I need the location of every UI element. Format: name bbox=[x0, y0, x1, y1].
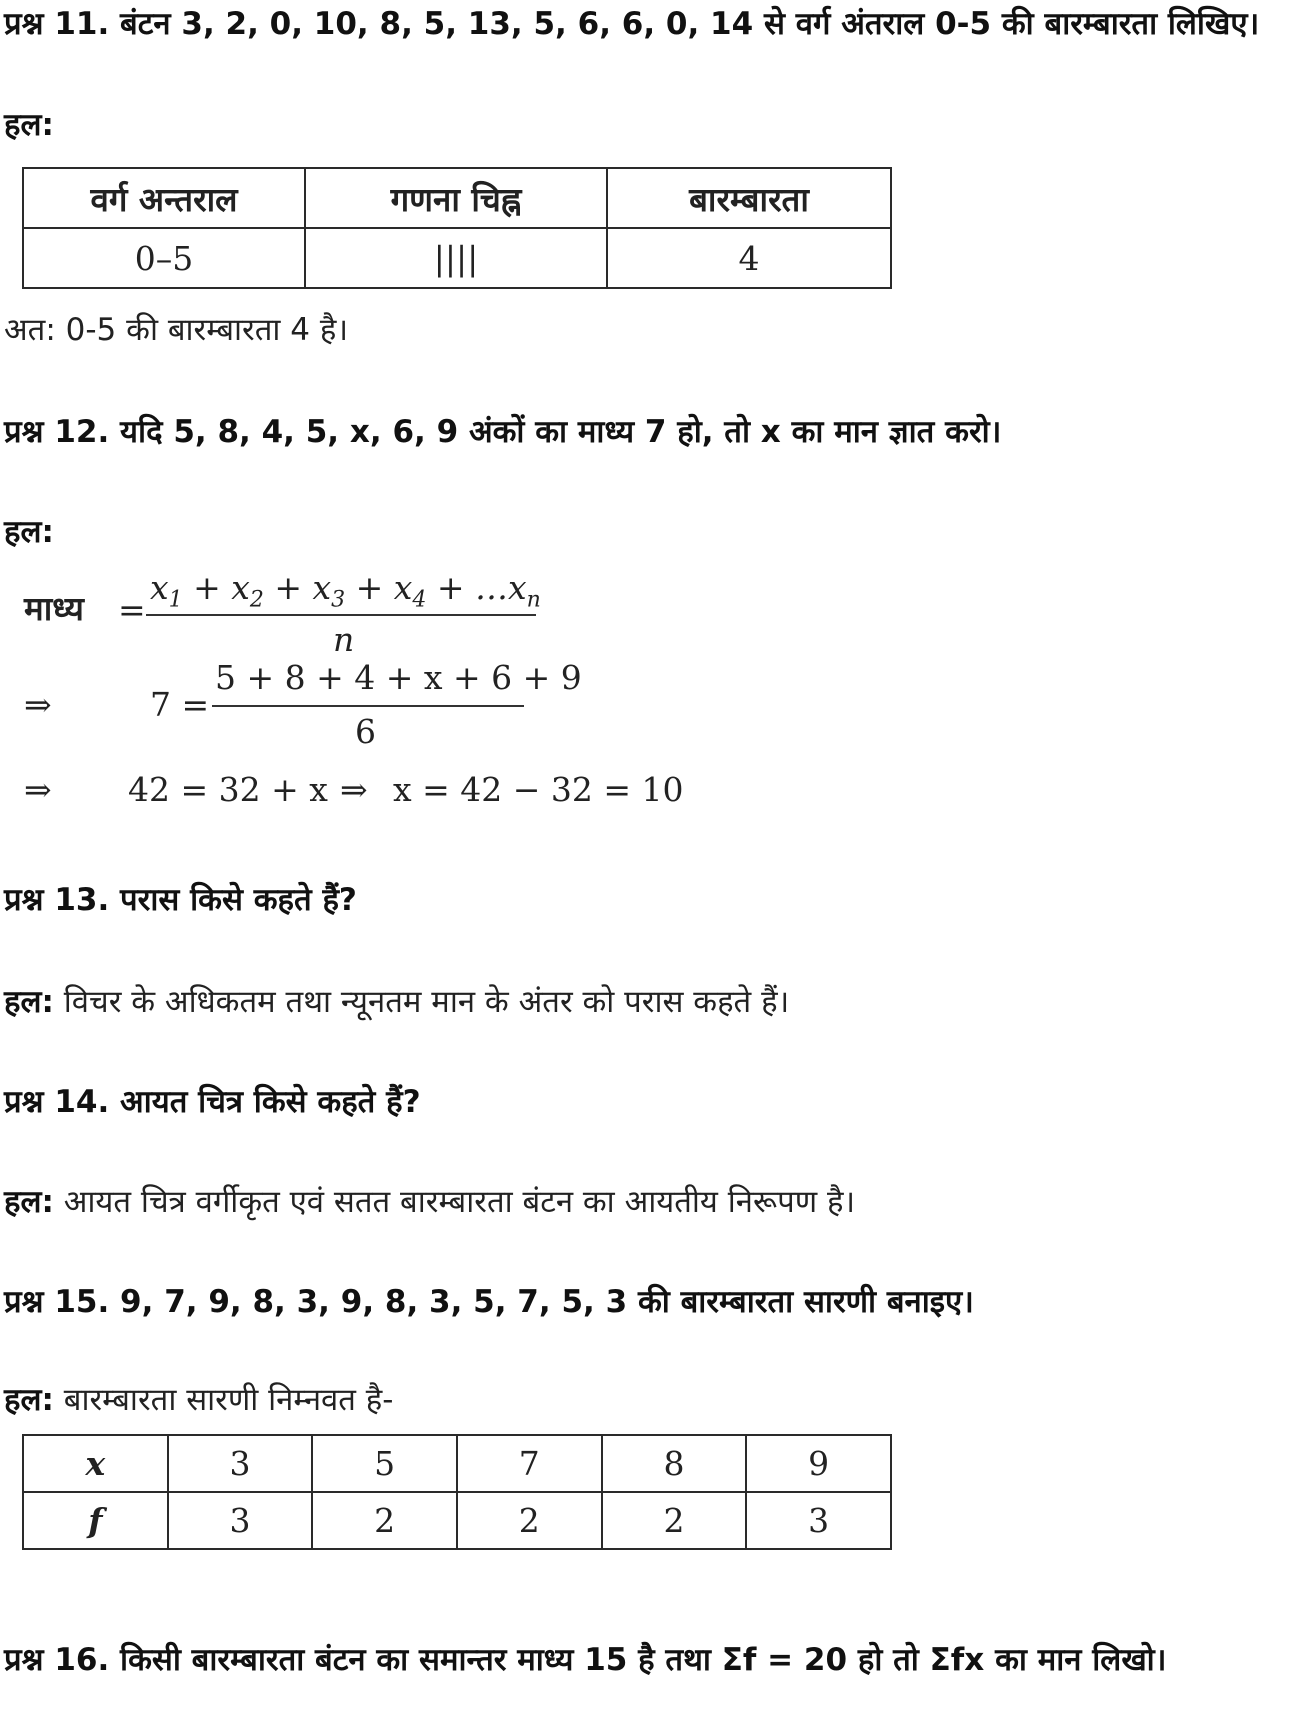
implies-arrow: ⇒ bbox=[24, 770, 52, 809]
table-cell: 3 bbox=[168, 1492, 313, 1549]
table-header-row bbox=[23, 168, 891, 228]
step2-equation: 42 = 32 + x bbox=[128, 770, 328, 809]
solution-label-12 bbox=[4, 510, 54, 552]
table-row-f bbox=[23, 1492, 891, 1549]
sol-label: हल: bbox=[4, 984, 54, 1020]
table-cell: 3 bbox=[746, 1492, 891, 1549]
answer-text: आयत चित्र वर्गीकृत एवं सतत बारम्बारता बंटन का आयतीय निरूपण है। bbox=[63, 1184, 856, 1220]
row-label-f: f bbox=[23, 1492, 168, 1549]
sol-label: हल: bbox=[4, 1382, 54, 1418]
mean-formula-denominator: n bbox=[333, 620, 355, 659]
step1-denominator: 6 bbox=[355, 712, 376, 751]
question-11: प्रश्न 11. बंटन 3, 2, 0, 10, 8, 5, 13, 5, 6, 6, 0, 14 से वर्ग अंतराल 0-5 की बारम्बारता लिखिए। bbox=[4, 6, 1260, 42]
table-cell: 2 bbox=[602, 1492, 747, 1549]
sol-label: हल: bbox=[4, 107, 54, 143]
answer-15 bbox=[4, 1378, 393, 1420]
table-cell: 5 bbox=[312, 1435, 457, 1492]
question-16: प्रश्न 16. किसी बारम्बारता बंटन का समान्तर माध्य 15 है तथा Σf = 20 हो तो Σfx का मान लिखो। bbox=[4, 1642, 1167, 1678]
question-15: प्रश्न 15. 9, 7, 9, 8, 3, 9, 8, 3, 5, 7, 5, 3 की बारम्बारता सारणी बनाइए। bbox=[4, 1284, 974, 1320]
row-label-x: x bbox=[23, 1435, 168, 1492]
table-cell: 7 bbox=[457, 1435, 602, 1492]
table-cell: 8 bbox=[602, 1435, 747, 1492]
answer-text: विचर के अधिकतम तथा न्यूनतम मान के अंतर को परास कहते हैं। bbox=[63, 984, 790, 1020]
cell-interval: 0–5 bbox=[23, 228, 305, 288]
class-interval-table bbox=[22, 167, 892, 289]
question-14: प्रश्न 14. आयत चित्र किसे कहते हैं? bbox=[4, 1084, 421, 1120]
header-frequency: बारम्बारता bbox=[607, 168, 891, 228]
mean-word: माध्य bbox=[24, 589, 84, 628]
table-cell: 2 bbox=[312, 1492, 457, 1549]
sol-label: हल: bbox=[4, 514, 54, 550]
table-cell: 2 bbox=[457, 1492, 602, 1549]
mean-formula-numerator: $x_1 + x_2 + x_3 + x_4$ + $\dots x_n$ bbox=[150, 568, 541, 613]
sol-label: हल: bbox=[4, 1184, 54, 1220]
fraction-bar bbox=[146, 614, 536, 616]
solution-label-11 bbox=[4, 103, 54, 145]
cell-frequency: 4 bbox=[607, 228, 891, 288]
header-tally-marks: गणना चिह्न bbox=[305, 168, 607, 228]
table-row-x bbox=[23, 1435, 891, 1492]
step1-lhs: 7 = bbox=[150, 685, 210, 724]
answer-text: बारम्बारता सारणी निम्नवत है- bbox=[63, 1382, 394, 1418]
frequency-table bbox=[22, 1434, 892, 1550]
step2-result: x = 42 − 32 = 10 bbox=[393, 770, 684, 809]
answer-14 bbox=[4, 1180, 855, 1222]
conclusion-11: अत: 0-5 की बारम्बारता 4 है। bbox=[4, 312, 349, 348]
equals-sign: = bbox=[118, 590, 146, 629]
step1-numerator: 5 + 8 + 4 + x + 6 + 9 bbox=[215, 658, 582, 697]
cell-tally: |||| bbox=[305, 228, 607, 288]
fraction-bar bbox=[212, 705, 524, 707]
question-13: प्रश्न 13. परास किसे कहते हैं? bbox=[4, 882, 357, 918]
table-cell: 9 bbox=[746, 1435, 891, 1492]
question-12: प्रश्न 12. यदि 5, 8, 4, 5, x, 6, 9 अंकों का माध्य 7 हो, तो x का मान ज्ञात करो। bbox=[4, 414, 1002, 450]
header-class-interval: वर्ग अन्तराल bbox=[23, 168, 305, 228]
implies-arrow: ⇒ bbox=[24, 685, 52, 724]
answer-13 bbox=[4, 980, 789, 1022]
table-row bbox=[23, 228, 891, 288]
table-cell: 3 bbox=[168, 1435, 313, 1492]
implies-arrow: ⇒ bbox=[340, 770, 368, 809]
